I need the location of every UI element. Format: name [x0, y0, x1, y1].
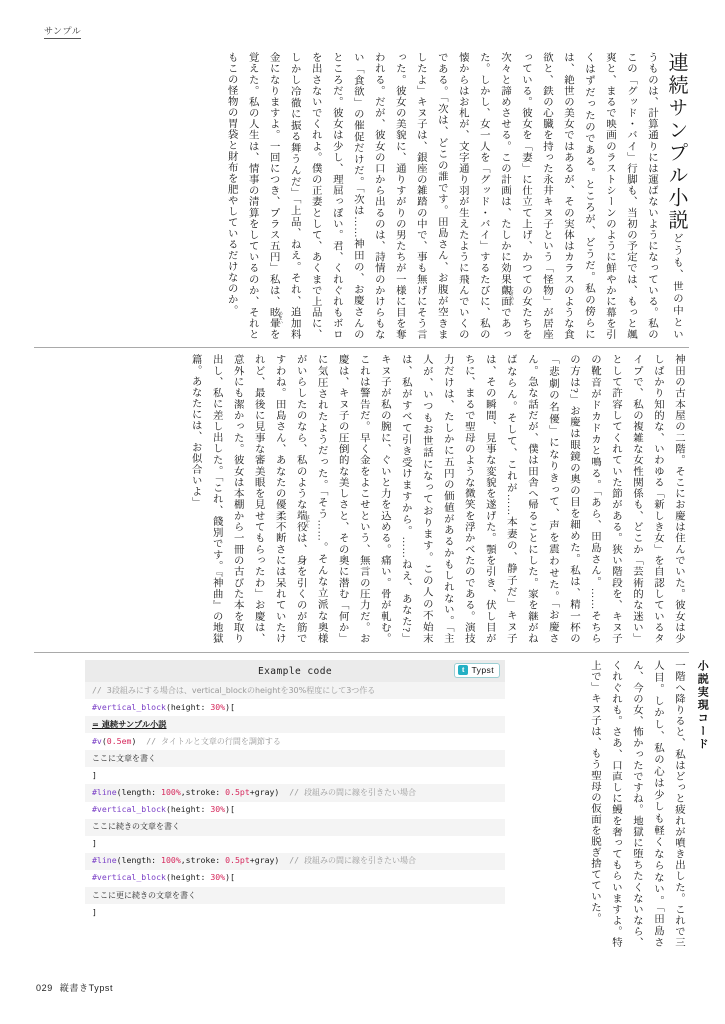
code-token: ,stroke:: [180, 855, 226, 866]
code-token: 段組みの間に線を引きたい場合: [304, 856, 417, 866]
code-token: #vertical_block: [92, 804, 166, 815]
code-token: 3段組みにする場合は、vertical_blockのheightを30%程度にして3つ作る: [106, 685, 376, 695]
code-token: = 連続サンプル小説: [92, 718, 167, 729]
novel-body-2b: は、身を引くのが筋ですわね。田島さん、あなたの優柔不断さには呆れていたけれど、最後に見事な審美眼を見せてもらったわ」お慶は、意外にも潔かった。彼女は本棚から一冊の古びた本を取り出し、私に差し出した。「これ、餞別です。『神曲』の地獄篇。あなたには、お似合いよ」: [189, 354, 306, 645]
code-token: 30%: [210, 701, 226, 712]
code-token: (height:: [165, 804, 211, 815]
typst-badge: [454, 663, 500, 678]
code-line: [85, 733, 505, 750]
code-token: 段組みの間に線を引きたい場合: [304, 788, 417, 798]
novel-body-1b: であった。しかし、女一人を「グッド・バイ」するたびに、私の懐からはお札が、文字通り羽が生えたように飛んでいくのである。「次は、どこの誰です。田島さん、お腹が空きましたよ」キヌ子は、銀座の雑踏の中で、事も無げにそう言った。彼女の美貌に、通りすがりの男たちが一様に目を奪われる。だが、彼女の口から出るのは、詩情のかけらもない「食欲」の催促だけだ。「次は……神田の、お慶さんのところだ。彼女は少し、理屈っぽい。君、くれぐれもボロを出さないでくれよ。僕の正妻として、あくまで上品に、しかし冷徹に振る舞うんだ」「上品、ねえ。それ、追加料金になりますよ。一回につき、プラス五円」私は、: [267, 52, 510, 341]
ruby-hayaku: 端役 はやく: [294, 510, 311, 533]
code-token: ]: [92, 906, 97, 917]
code-token: (length:: [116, 855, 162, 866]
code-token: +gray): [249, 855, 290, 866]
code-token: #vertical_block: [92, 701, 166, 712]
novel-body-1a: どうも、世の中というものは、計算通りには運ばないようになっている。私のこの「グッド・バイ」行脚も、当初の予定では、もっと颯爽と、まるで映画のラストシーンのように鮮やかに幕を引くはずだったのである。ところが、どうだ。私の傍らには、絶世の美女ではあるが、その実体はカラスのような食欲と、鉄の心臓を持った永井キヌ子という「怪物」が居座っている。彼女を「妻」に仕立て上げ、かつての女たちを次々と諦めさせる。この計画は、たしかに効果: [498, 52, 682, 340]
code-token: +gray): [249, 787, 290, 798]
code-token: 0.5em: [106, 735, 132, 746]
footer-page-number: 029: [36, 983, 53, 993]
section-caption-code: 小説実現コード: [696, 660, 709, 751]
footer-book-title: 縦書きTypst: [59, 983, 114, 993]
code-token: ): [131, 735, 147, 746]
page-footer: [36, 981, 113, 994]
code-line: [85, 716, 505, 733]
code-token: (: [101, 735, 107, 746]
code-token: )[: [225, 804, 235, 815]
code-token: (length:: [116, 787, 162, 798]
code-token: ,stroke:: [180, 787, 226, 798]
code-token: ここに文章を書く: [92, 753, 156, 763]
novel-text-block-2: [34, 354, 689, 644]
code-listing: [85, 682, 505, 921]
code-card-header: [85, 660, 505, 682]
ruby-tekimen: 覿面 てきめん: [498, 284, 515, 307]
code-card-title: Example code: [257, 665, 333, 677]
page-body: [30, 48, 709, 948]
code-token: (height:: [165, 701, 211, 712]
code-token: 0.5pt: [225, 855, 250, 866]
code-token: )[: [225, 701, 235, 712]
example-code-card: [85, 660, 505, 921]
column-divider-2: [34, 652, 689, 653]
code-token: ]: [92, 769, 97, 780]
code-line: [85, 699, 505, 716]
code-token: 100%: [161, 855, 181, 866]
novel-body-1c: を覚えた。私の人生は、情事の清算をしているのか、それともこの怪物の胃袋と財布を肥やしているだけなのか。: [225, 52, 279, 341]
code-token: #vertical_block: [92, 872, 166, 883]
code-token: //: [92, 684, 107, 695]
code-token: //: [289, 855, 305, 866]
code-token: #line: [92, 855, 117, 866]
ruby-memai: 眩暈 めまい: [267, 306, 284, 330]
code-token: ]: [92, 838, 97, 849]
typst-logo-icon: t: [458, 665, 468, 675]
code-line: [85, 887, 505, 904]
code-line: [85, 784, 505, 801]
code-line: [85, 767, 505, 784]
running-head: サンプル: [44, 27, 81, 39]
code-line: [85, 836, 505, 853]
code-token: ここに更に続きの文章を書く: [92, 890, 196, 900]
code-token: //: [289, 787, 305, 798]
code-token: )[: [225, 872, 235, 883]
code-token: #v: [92, 735, 102, 746]
novel-text-block-1: [34, 52, 689, 340]
code-line: [85, 802, 505, 819]
code-token: (height:: [165, 872, 211, 883]
code-token: 30%: [210, 804, 226, 815]
novel-body-2a: 神田の古本屋の二階。そこにお慶は住んでいた。彼女は少しばかり知的な、いわゆる「新しき女」を自認しているタイプで、私の複雑な女性関係も、どこか「芸術的な迷い」として許容してくれていた節がある。狭い階段を、キヌ子の靴音がドカドカと鳴る。「あら、田島さん。……そちらの方は?」お慶は眼鏡の奥の目を細めた。私は、精一杯の「悲劇の名優」になりきって、声を震わせた。「お慶さん。急な話だが、僕は田舎へ帰ることにした。家を継がねばならん。そして、これが……本妻の、静子だ」キヌ子は、その瞬間、見事な変貌を遂げた。顎を引き、伏し目がちに、まるで聖母のような微笑を浮かべたのである。演技力だけは、たしかに五円の価値があるかもしれない。「主人が、いつもお世話になっております。この人の不始末は、私がすべて引き受けますから。……ねえ、あなた?」キヌ子が私の腕に、ぐいと力を込める。痛い。骨が軋む。これは警告だ。早く金をよこせという、無言の圧力だ。お慶は、キヌ子の圧倒的な美しさと、その奥に潜む「何か」に気圧されたようだった。「そう……。そんな立派な奥様がいらしたのなら、私のような: [294, 354, 684, 644]
code-line: [85, 819, 505, 836]
column-divider-1: [34, 347, 689, 348]
code-token: タイトルと文章の行間を調節する: [161, 736, 281, 746]
code-token: #line: [92, 787, 117, 798]
code-token: 30%: [210, 872, 226, 883]
code-token: ここに続きの文章を書く: [92, 822, 180, 832]
code-token: //: [146, 735, 162, 746]
code-line: [85, 904, 505, 921]
novel-title: 連続サンプル小説: [665, 52, 687, 232]
novel-text-block-3: 一階へ降りると、私はどっと疲れが噴き出した。これで三人目。しかし、私の心は少しも軽くならない。「田島さん、今の女、怖かったですね。地獄に堕ちたくないなら、くれぐれも。さあ、口直しに鰻を奢ってもらいますよ。特上で」キヌ子は、もう聖母の仮面を脱ぎ捨てていた。: [588, 660, 684, 948]
code-token: 0.5pt: [225, 787, 250, 798]
code-line: [85, 870, 505, 887]
code-line: [85, 853, 505, 870]
code-line: [85, 750, 505, 767]
code-token: 100%: [161, 787, 181, 798]
typst-badge-label: Typst: [471, 665, 494, 675]
code-line: [85, 682, 505, 699]
